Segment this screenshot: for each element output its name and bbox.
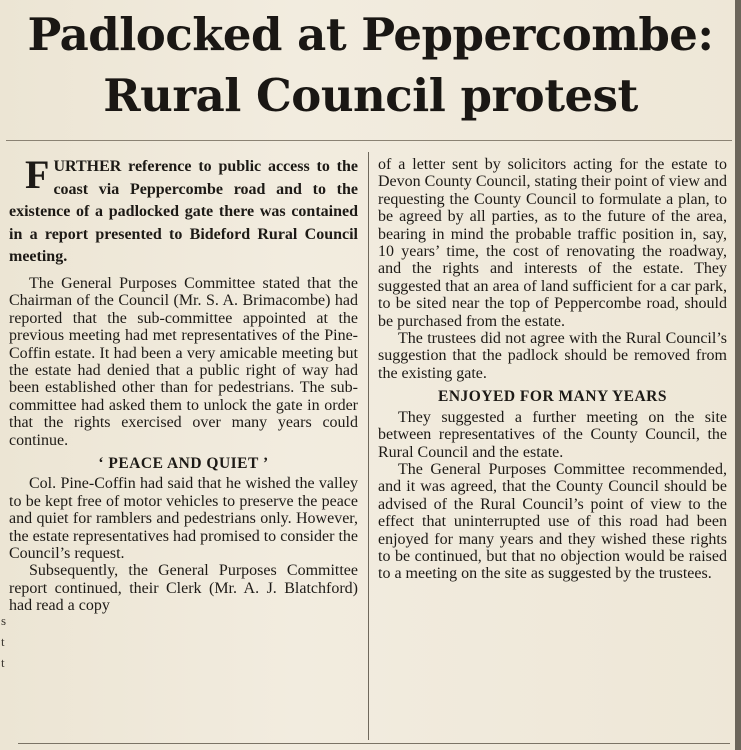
headline-line-2: Rural Council protest — [103, 69, 638, 122]
margin-letter: t — [1, 655, 5, 670]
body-paragraph: of a letter sent by solicitors acting for the estate to Devon County Council, stating their point of view and requesting the County Council to formulate a plan, to be agreed by all parties, as to the future of the area, bearing in mind the probable traffic position in, say, 10 years’ time, the cost of renovating the roadway, and the rights and interests of the estate. They suggested that an area of land sufficient for a car park, to be sited near the top of Peppercombe road, should be purchased from the estate. — [378, 156, 727, 330]
margin-letter: s — [1, 613, 7, 628]
body-paragraph: They suggested a further meeting on the site between representatives of the County Council, the Rural Council and the estate. — [378, 408, 727, 461]
clipping-edge — [735, 0, 741, 750]
article-headline — [0, 4, 741, 126]
headline-rule — [6, 140, 732, 141]
headline-line-1: Padlocked at Peppercombe: — [27, 8, 714, 61]
body-paragraph: The General Purposes Committee stated that the Chairman of the Council (Mr. S. A. Brimacombe) had reported that the sub-committee appointed at the previous meeting had met representatives of the Pine-Coffin estate. It had been a very amicable meeting but the estate had denied that a public right of way had been established other than for pedestrians. The sub-committee had asked them to unlock the gate in order that the rights exercised over many years could continue. — [9, 274, 358, 449]
body-paragraph: Col. Pine-Coffin had said that he wished the valley to be kept free of motor vehicles to preserve the peace and quiet for ramblers and pedestrians only. However, the estate representatives had promised to consider the Council’s request. — [9, 475, 358, 563]
body-paragraph: The trustees did not agree with the Rural Council’s suggestion that the padlock should be removed from the existing gate. — [378, 330, 727, 382]
bottom-rule — [18, 743, 730, 744]
drop-cap: F — [25, 152, 50, 197]
section-subhead: ENJOYED FOR MANY YEARS — [437, 388, 667, 406]
lede-text: URTHER reference to public access to the coast via Peppercombe road and to the existence of a padlocked gate there was contained in a report presented to Bideford Rural Council meeting. — [9, 158, 358, 266]
right-column — [378, 156, 727, 583]
margin-fragments — [1, 610, 9, 673]
section-subhead: ‘ PEACE AND QUIET ’ — [98, 455, 269, 473]
margin-letter: t — [1, 634, 5, 649]
left-column — [9, 152, 358, 615]
column-divider — [368, 152, 369, 740]
body-paragraph: The General Purposes Committee recommended, and it was agreed, that the County Council should be advised of the Rural Council’s point of view to the effect that uninterrupted use of this road had been enjoyed for many years and they wished these rights to be continued, but that no objection would be raised to a meeting on the site as suggested by the trustees. — [378, 460, 727, 583]
body-paragraph: Subsequently, the General Purposes Committee report continued, their Clerk (Mr. A. J. Blatchford) had read a copy — [9, 562, 358, 615]
lede-paragraph — [9, 152, 358, 269]
